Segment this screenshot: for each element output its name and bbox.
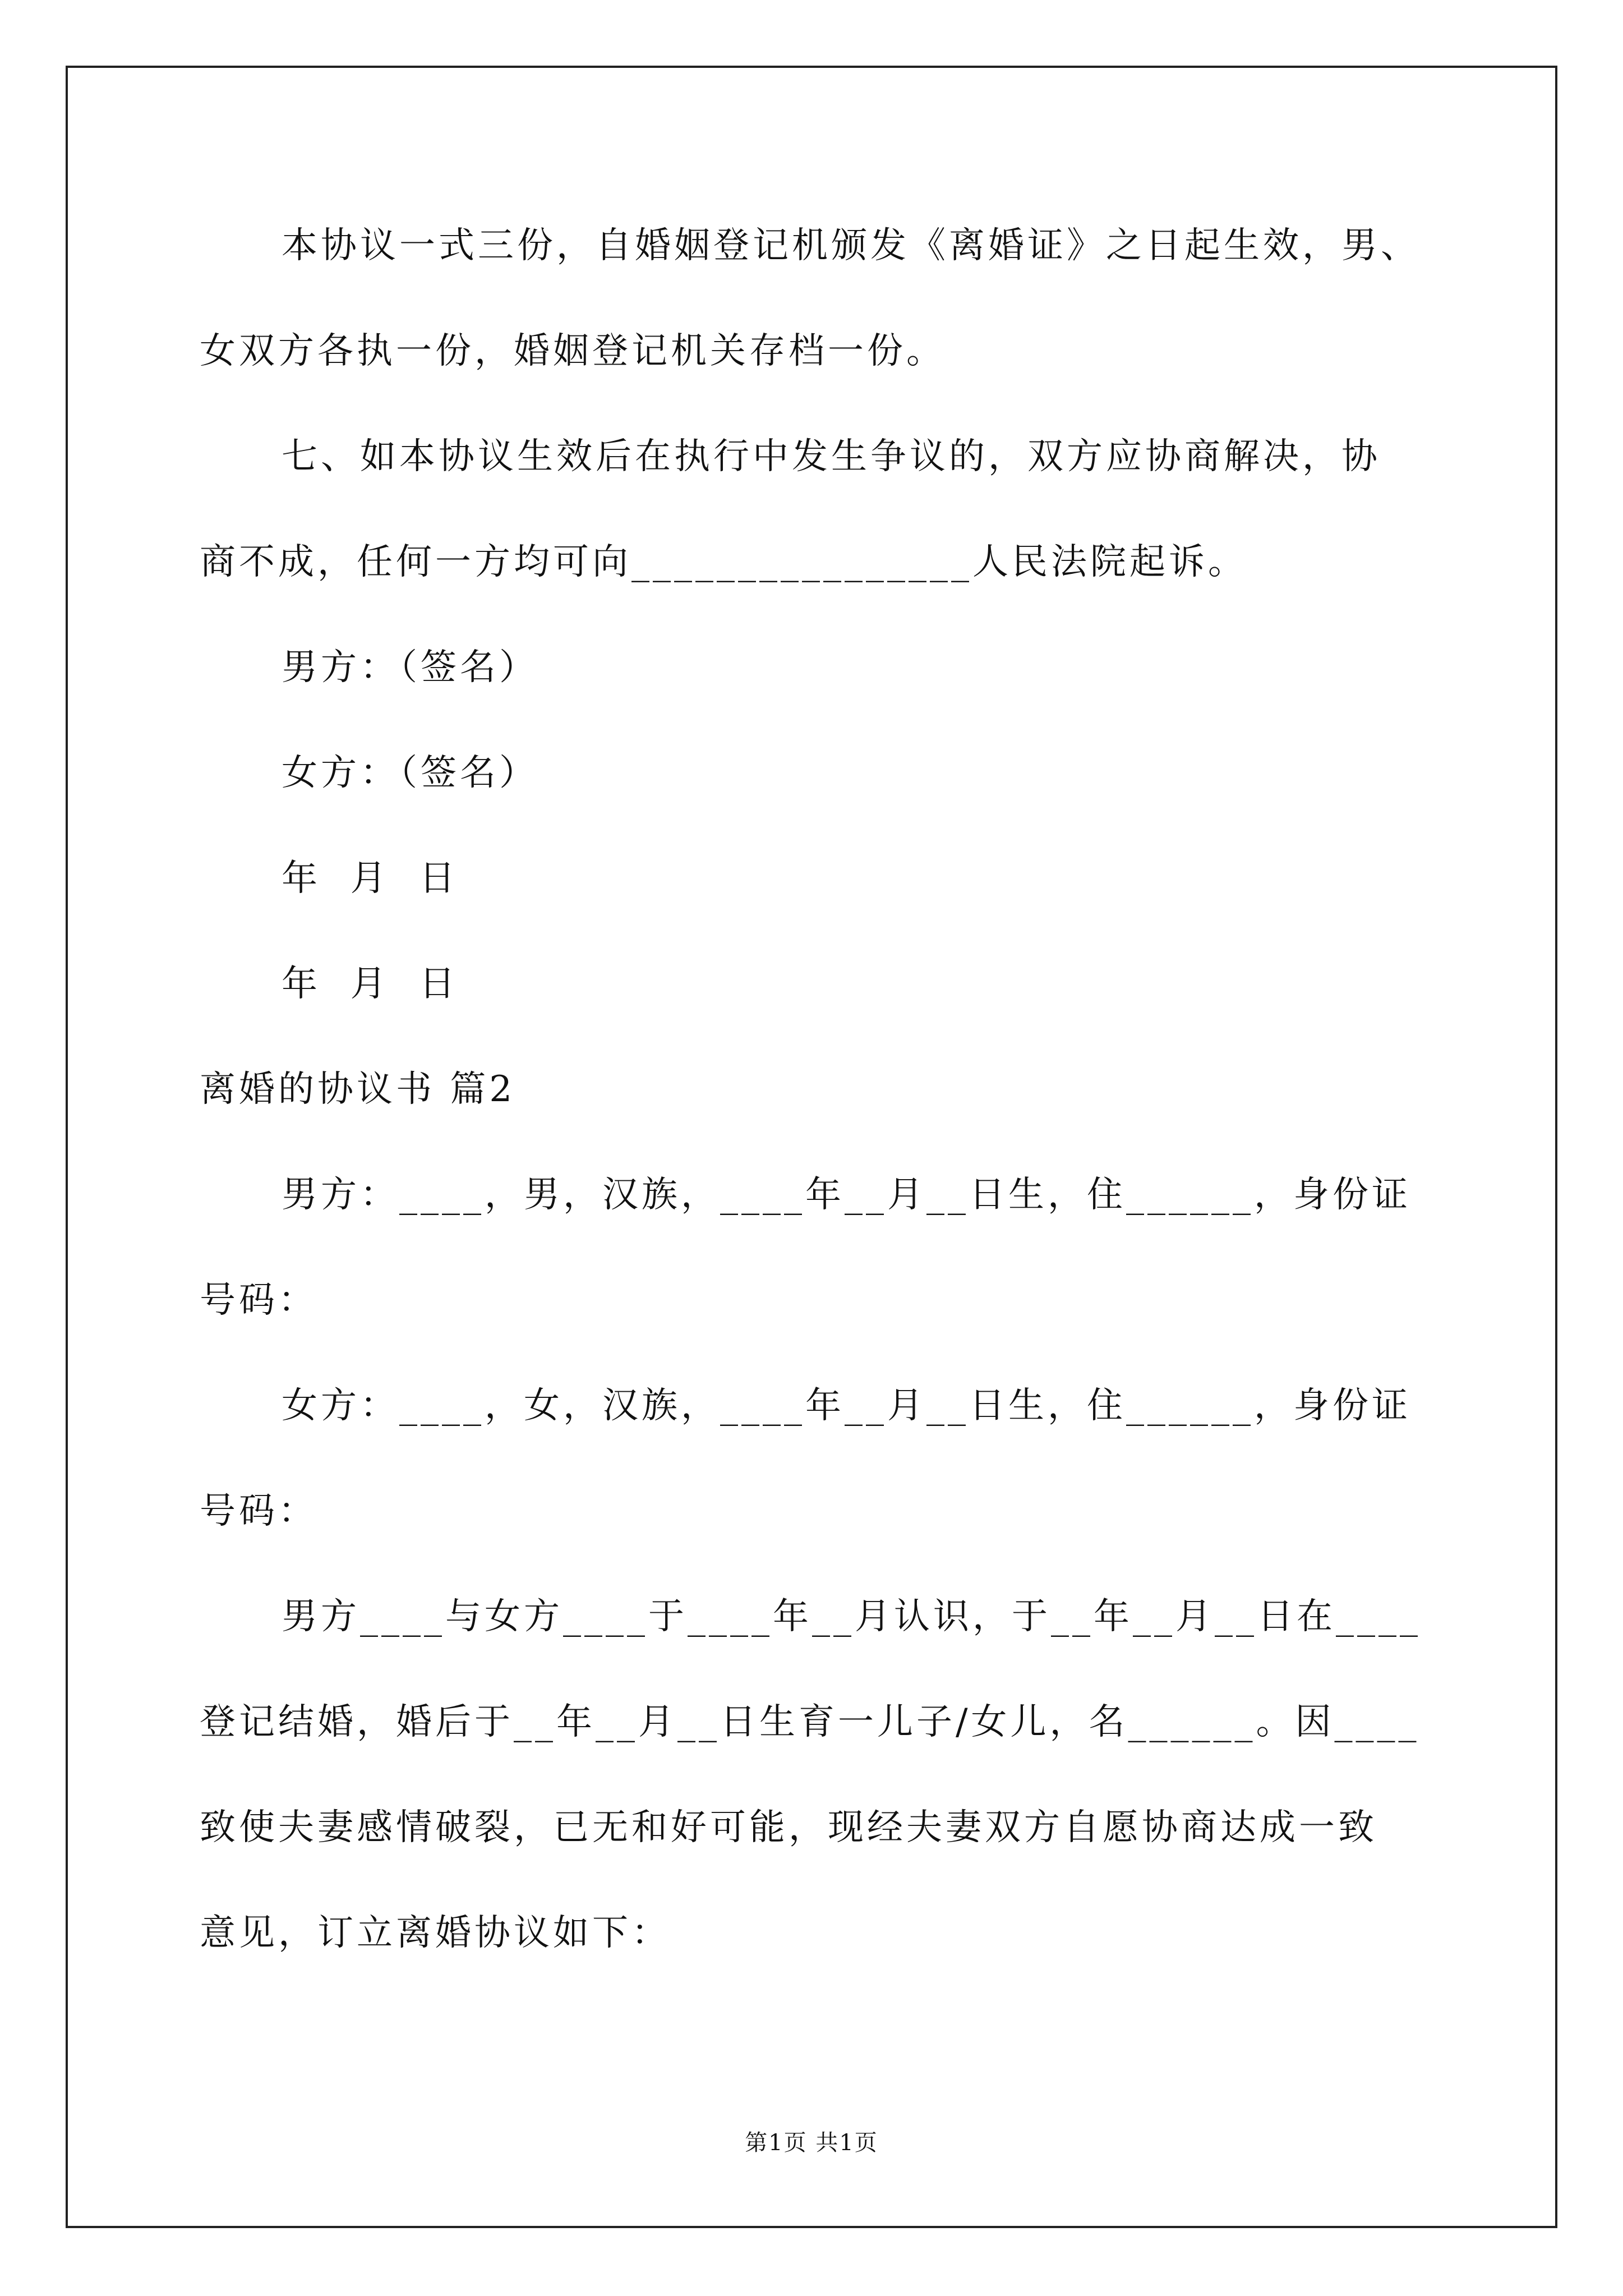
text-line: 男方：____，男，汉族，____年__月__日生，住______，身份证 (282, 1174, 1411, 1216)
text-line: 女方：（签名） (282, 752, 538, 794)
text-line: 意见，订立离婚协议如下： (200, 1912, 671, 1954)
text-line: 本协议一式三份，自婚姻登记机颁发《离婚证》之日起生效，男、 (282, 225, 1420, 266)
text-line: 七、如本协议生效后在执行中发生争议的，双方应协商解决，协 (282, 436, 1381, 477)
text-line: 女双方各执一份，婚姻登记机关存档一份。 (200, 330, 946, 372)
text-line: 男方：（签名） (282, 647, 538, 688)
text-line: 致使夫妻感情破裂，已无和好可能，现经夫妻双方自愿协商达成一致 (200, 1807, 1377, 1848)
section-title: 离婚的协议书 篇2 (200, 1069, 516, 1110)
text-line: 年 月 日 (282, 858, 459, 899)
text-line: 商不成，任何一方均可向________________人民法院起诉。 (200, 541, 1247, 583)
text-line: 号码： (200, 1490, 317, 1532)
text-line: 登记结婚，婚后于__年__月__日生育一儿子/女儿，名______。因____ (200, 1701, 1420, 1743)
text-line: 男方____与女方____于____年__月认识，于__年__月__日在____ (282, 1596, 1421, 1637)
text-line: 女方：____，女，汉族，____年__月__日生，住______，身份证 (282, 1385, 1411, 1427)
page-border (66, 66, 1557, 2228)
text-line: 号码： (200, 1280, 317, 1321)
text-line: 年 月 日 (282, 963, 459, 1005)
page-footer: 第1页 共1页 (745, 2130, 878, 2156)
